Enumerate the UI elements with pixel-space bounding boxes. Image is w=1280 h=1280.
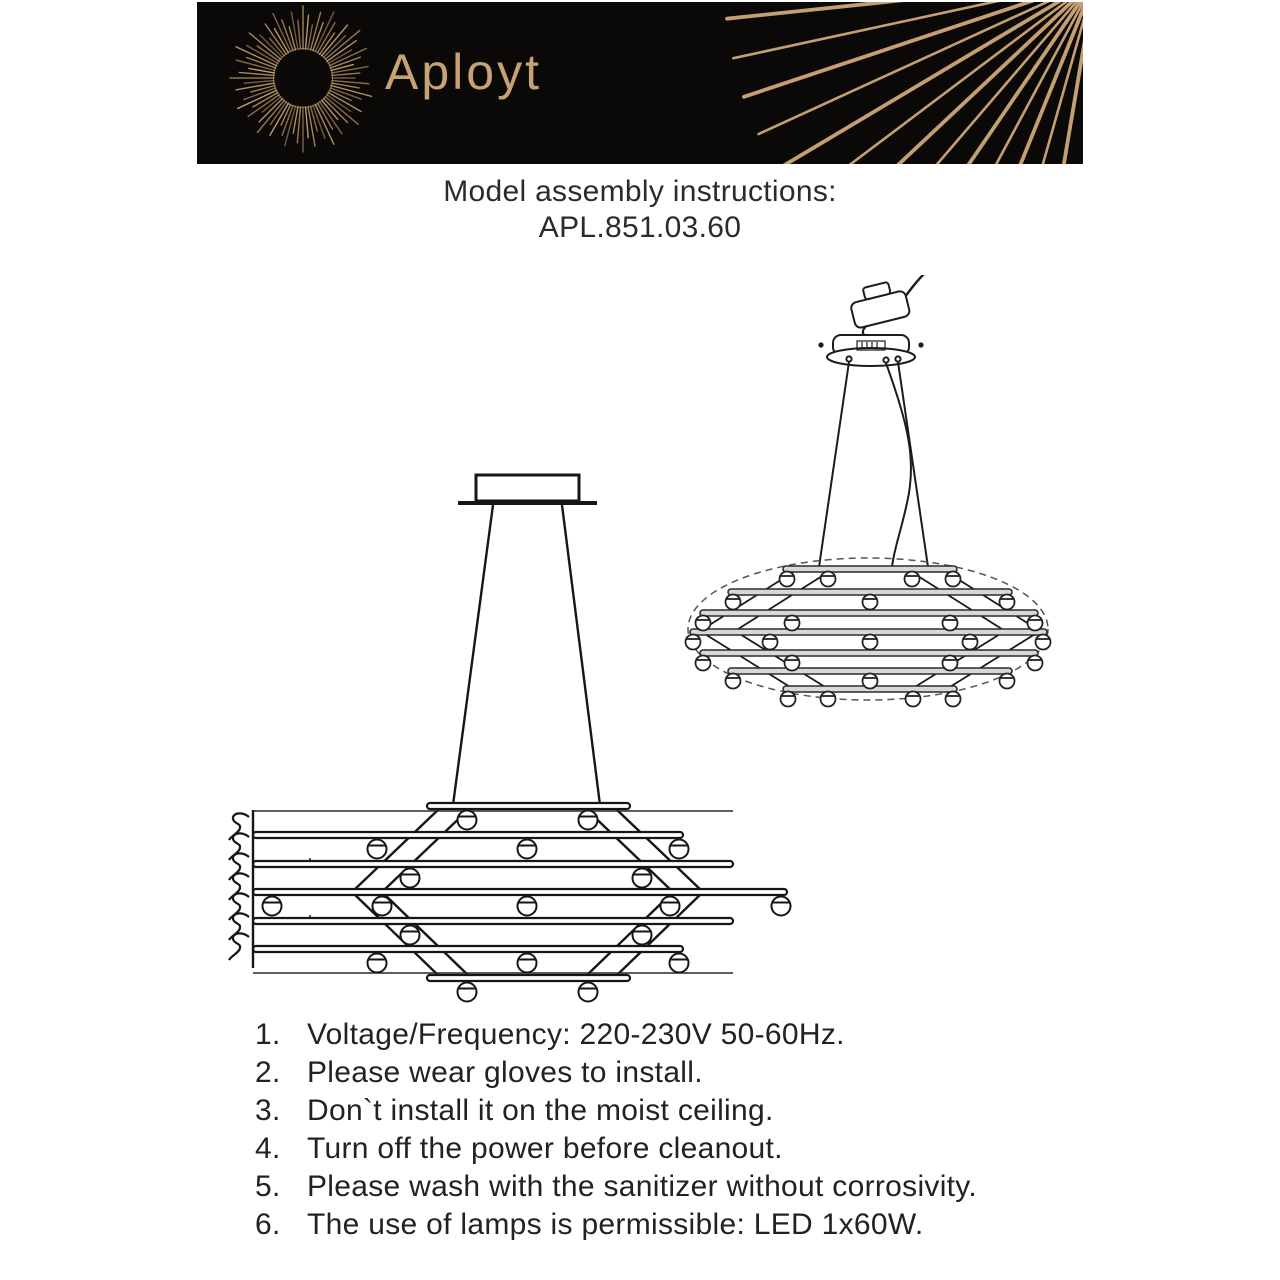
instruction-item [255, 1208, 1115, 1246]
instruction-number: 4. [255, 1132, 281, 1165]
starburst-icon [230, 6, 372, 152]
lamp-rods [253, 803, 787, 981]
instruction-text: The use of lamps is permissible: LED 1x60W. [307, 1208, 924, 1241]
instruction-text: Voltage/Frequency: 220-230V 50-60Hz. [307, 1018, 845, 1051]
instruction-number: 3. [255, 1094, 281, 1127]
corner-rays-icon [727, 2, 1083, 164]
canopy-disc [818, 335, 923, 366]
power-cord [886, 363, 911, 567]
instruction-item [255, 1132, 1115, 1170]
page-title-block [0, 174, 1280, 246]
instruction-item [255, 1170, 1115, 1208]
brand-wordmark: Aployt [385, 44, 542, 100]
rod-end-curls [229, 813, 249, 960]
instruction-item [255, 1094, 1115, 1132]
instruction-text: Turn off the power before cleanout. [307, 1132, 783, 1165]
instruction-number: 1. [255, 1018, 281, 1051]
instruction-number: 5. [255, 1170, 281, 1203]
instruction-item [255, 1056, 1115, 1094]
instruction-item [255, 1018, 1115, 1056]
instruction-number: 6. [255, 1208, 281, 1241]
instructions-list [255, 1018, 1115, 1246]
instruction-text: Please wash with the sanitizer without corrosivity. [307, 1170, 978, 1203]
perspective-view-diagram [655, 275, 1090, 745]
instruction-text: Don`t install it on the moist ceiling. [307, 1094, 774, 1127]
instruction-text: Please wear gloves to install. [307, 1056, 703, 1089]
instruction-number: 2. [255, 1056, 281, 1089]
suspension-wires [453, 505, 600, 805]
page-title: Model assembly instructions: [443, 175, 837, 208]
header-decoration [197, 2, 1083, 164]
header-banner [197, 2, 1083, 164]
ceiling-canopy [458, 475, 597, 503]
suspension-cables [819, 362, 928, 567]
model-number: APL.851.03.60 [538, 211, 742, 244]
